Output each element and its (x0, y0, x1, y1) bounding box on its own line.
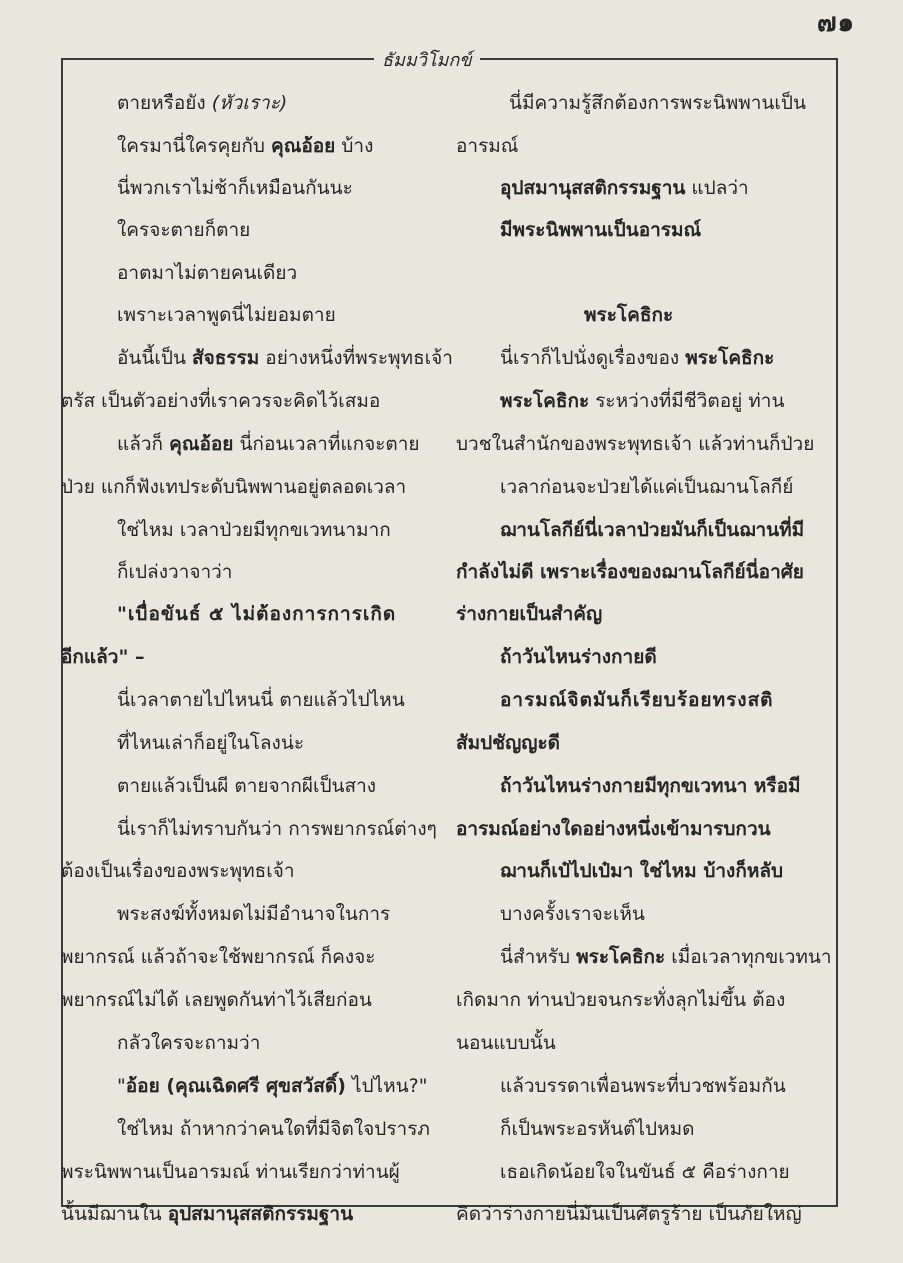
text-run: แล้วก็ (117, 433, 170, 455)
text-run: พระโคธิกะ (500, 390, 590, 412)
text-run: บวชในสำนักของพระพุทธเจ้า แล้วท่านก็ป่วย (456, 433, 815, 455)
text-run: พระโคธิกะ (685, 347, 775, 369)
right-text-line (500, 515, 804, 545)
text-run: พระโคธิกะ (576, 946, 666, 968)
left-text-line (117, 557, 232, 587)
right-text-line (500, 386, 784, 416)
text-run: ใครมานี่ใครคุยกับ (117, 135, 272, 157)
text-run: สัมปชัญญะดี (456, 732, 560, 754)
text-run: ตายแล้วเป็นผี ตายจากผีเป็นสาง (117, 775, 377, 797)
right-text-line (500, 1157, 790, 1187)
right-text-line (456, 1199, 802, 1229)
left-text-line (61, 985, 372, 1015)
text-run: อีกแล้ว" – (61, 646, 145, 668)
text-run: เวลาก่อนจะป่วยได้แค่เป็นฌานโลกีย์ (500, 476, 794, 498)
text-run: อาตมาไม่ตายคนเดียว (117, 262, 298, 284)
text-run: นี่มีความรู้สึกต้องการพระนิพพานเป็น (509, 92, 806, 114)
right-text-line (500, 343, 774, 373)
text-run: บ้าง (335, 135, 374, 157)
left-text-line (117, 1114, 430, 1144)
text-run: (หัวเราะ) (211, 92, 288, 114)
left-text-line (117, 515, 391, 545)
left-text-line (117, 258, 297, 288)
text-run: "เบื่อขันธ์ ๕ ไม่ต้องการการเกิด (117, 603, 397, 625)
text-run: เธอเกิดน้อยใจในขันธ์ ๕ คือร่างกาย (500, 1161, 790, 1183)
right-text-line (584, 300, 673, 330)
right-text-line (500, 1071, 786, 1101)
text-run: ถ้าวันไหนร่างกายดี (500, 646, 657, 668)
text-run: อันนี้เป็น (117, 347, 192, 369)
text-run: ใครจะตายก็ตาย (117, 219, 251, 241)
running-header: ธัมมวิโมกข์ (374, 45, 480, 74)
text-run: นี่สำหรับ (500, 946, 577, 968)
left-text-line (117, 814, 437, 844)
right-text-line (456, 814, 771, 844)
text-run: สัจธรรม (191, 347, 260, 369)
text-run: พยากรณ์ แล้วถ้าจะใช้พยากรณ์ ก็คงจะ (61, 946, 376, 968)
left-text-line (61, 1157, 400, 1187)
text-run: ถ้าวันไหนร่างกายมีทุกขเวทนา หรือมี (500, 775, 801, 797)
text-run: ไปไหน?" (345, 1075, 428, 1097)
left-text-line (117, 1028, 260, 1058)
text-run: นี่เราก็ไม่ทราบกันว่า การพยากรณ์ต่างๆ (117, 818, 437, 840)
left-text-line (117, 131, 373, 161)
text-run: อุปสมานุสสติกรรมฐาน (500, 177, 686, 199)
text-run: อ้อย (คุณเฉิดศรี ศุขสวัสดิ์) (125, 1075, 346, 1097)
text-run: นี่เวลาตายไปไหนนี่ ตายแล้วไปไหน (117, 689, 405, 711)
left-text-line (61, 1199, 353, 1229)
right-text-line (500, 899, 645, 929)
text-run: คุณอ้อย (169, 433, 234, 455)
right-text-line (500, 856, 783, 886)
text-run: ต้องเป็นเรื่องของพระพุทธเจ้า (61, 860, 295, 882)
right-text-line (456, 985, 785, 1015)
left-text-line (61, 472, 406, 502)
text-run: ร่างกายเป็นสำคัญ (456, 603, 603, 625)
text-run: แปลว่า (685, 177, 749, 199)
text-run: พระโคธิกะ (584, 304, 674, 326)
left-text-line (117, 728, 304, 758)
text-run: แล้วบรรดาเพื่อนพระที่บวชพร้อมกัน (500, 1075, 786, 1097)
right-text-line (500, 1114, 694, 1144)
right-text-line (500, 472, 793, 502)
right-text-line (500, 771, 801, 801)
left-text-line (61, 856, 295, 886)
left-text-line (117, 899, 390, 929)
text-run: อุปสมานุสสติกรรมฐาน (167, 1203, 354, 1225)
text-run: คิดว่าร่างกายนี่มันเป็นศัตรูร้าย เป็นภัยใหญ่ (456, 1203, 802, 1225)
left-text-line (117, 343, 453, 373)
left-text-line (117, 300, 336, 330)
right-text-line (500, 215, 701, 245)
right-text-line (500, 642, 657, 672)
left-text-line (117, 215, 250, 245)
text-run: เพราะเวลาพูดนี่ไม่ยอมตาย (117, 304, 336, 326)
text-run: นั้นมีฌานใน (61, 1203, 168, 1225)
text-run: อารมณ์จิตมันก็เรียบร้อยทรงสติ (500, 689, 774, 711)
text-run: กลัวใครจะถามว่า (117, 1032, 261, 1054)
text-run: อย่างหนึ่งที่พระพุทธเจ้า (259, 347, 453, 369)
text-run: นี่เราก็ไปนั่งดูเรื่องของ (500, 347, 686, 369)
text-run: ตรัส เป็นตัวอย่างที่เราควรจะคิดไว้เสมอ (61, 390, 381, 412)
text-run: พระสงฆ์ทั้งหมดไม่มีอำนาจในการ (117, 903, 391, 925)
left-text-line (117, 1071, 428, 1101)
right-text-line (500, 685, 774, 715)
text-run: มีพระนิพพานเป็นอารมณ์ (500, 219, 702, 241)
text-run: ก็เป็นพระอรหันต์ไปหมด (500, 1118, 695, 1140)
page-number: ๗๑ (816, 8, 855, 38)
right-text-line (509, 88, 806, 118)
text-run: ฌานโลกีย์นี่เวลาป่วยมันก็เป็นฌานที่มี (500, 519, 805, 541)
text-run: ใช่ไหม ถ้าหากว่าคนใดที่มีจิตใจปรารภ (117, 1118, 430, 1140)
left-text-line (61, 642, 145, 672)
text-run: ฌานก็เป๋ไปเป๋มา ใช่ไหม บ้างก็หลับ (500, 860, 784, 882)
right-text-line (456, 429, 814, 459)
text-run: ใช่ไหม เวลาป่วยมีทุกขเวทนามาก (117, 519, 391, 541)
left-text-line (61, 386, 380, 416)
right-text-line (456, 599, 602, 629)
text-run: เมื่อเวลาทุกขเวทนา (665, 946, 832, 968)
left-text-line (117, 173, 353, 203)
text-run: นี่ก่อนเวลาที่แกจะตาย (233, 433, 420, 455)
left-text-line (61, 942, 375, 972)
text-run: อารมณ์อย่างใดอย่างหนึ่งเข้ามารบกวน (456, 818, 771, 840)
left-text-line (117, 771, 376, 801)
text-run: เกิดมาก ท่านป่วยจนกระทั่งลุกไม่ขึ้น ต้อง (456, 989, 786, 1011)
left-text-line (117, 599, 396, 629)
text-run: พยากรณ์ไม่ได้ เลยพูดกันท่าไว้เสียก่อน (61, 989, 372, 1011)
right-text-line (456, 131, 518, 161)
text-run: ระหว่างที่มีชีวิตอยู่ ท่าน (589, 390, 785, 412)
text-run: คุณอ้อย (271, 135, 336, 157)
text-run: ก็เปล่งวาจาว่า (117, 561, 233, 583)
left-text-line (117, 429, 420, 459)
text-run: ตายหรือยัง (117, 92, 212, 114)
left-text-line (117, 685, 405, 715)
left-text-line (117, 88, 287, 118)
text-run: " (117, 1075, 126, 1097)
right-text-line (500, 942, 832, 972)
right-text-line (456, 557, 804, 587)
right-text-line (456, 1028, 556, 1058)
right-text-line (456, 728, 560, 758)
right-text-line (500, 173, 749, 203)
text-run: บางครั้งเราจะเห็น (500, 903, 645, 925)
text-run: นอนแบบนั้น (456, 1032, 556, 1054)
text-run: ป่วย แกก็ฟังเทประดับนิพพานอยู่ตลอดเวลา (61, 476, 407, 498)
text-run: พระนิพพานเป็นอารมณ์ ท่านเรียกว่าท่านผู้ (61, 1161, 400, 1183)
text-run: อารมณ์ (456, 135, 519, 157)
text-run: ที่ไหนเล่าก็อยู่ในโลงน่ะ (117, 732, 305, 754)
text-run: กำลังไม่ดี เพราะเรื่องของฌานโลกีย์นี่อาศัย (456, 561, 804, 583)
text-run: นี่พวกเราไม่ช้าก็เหมือนกันนะ (117, 177, 353, 199)
